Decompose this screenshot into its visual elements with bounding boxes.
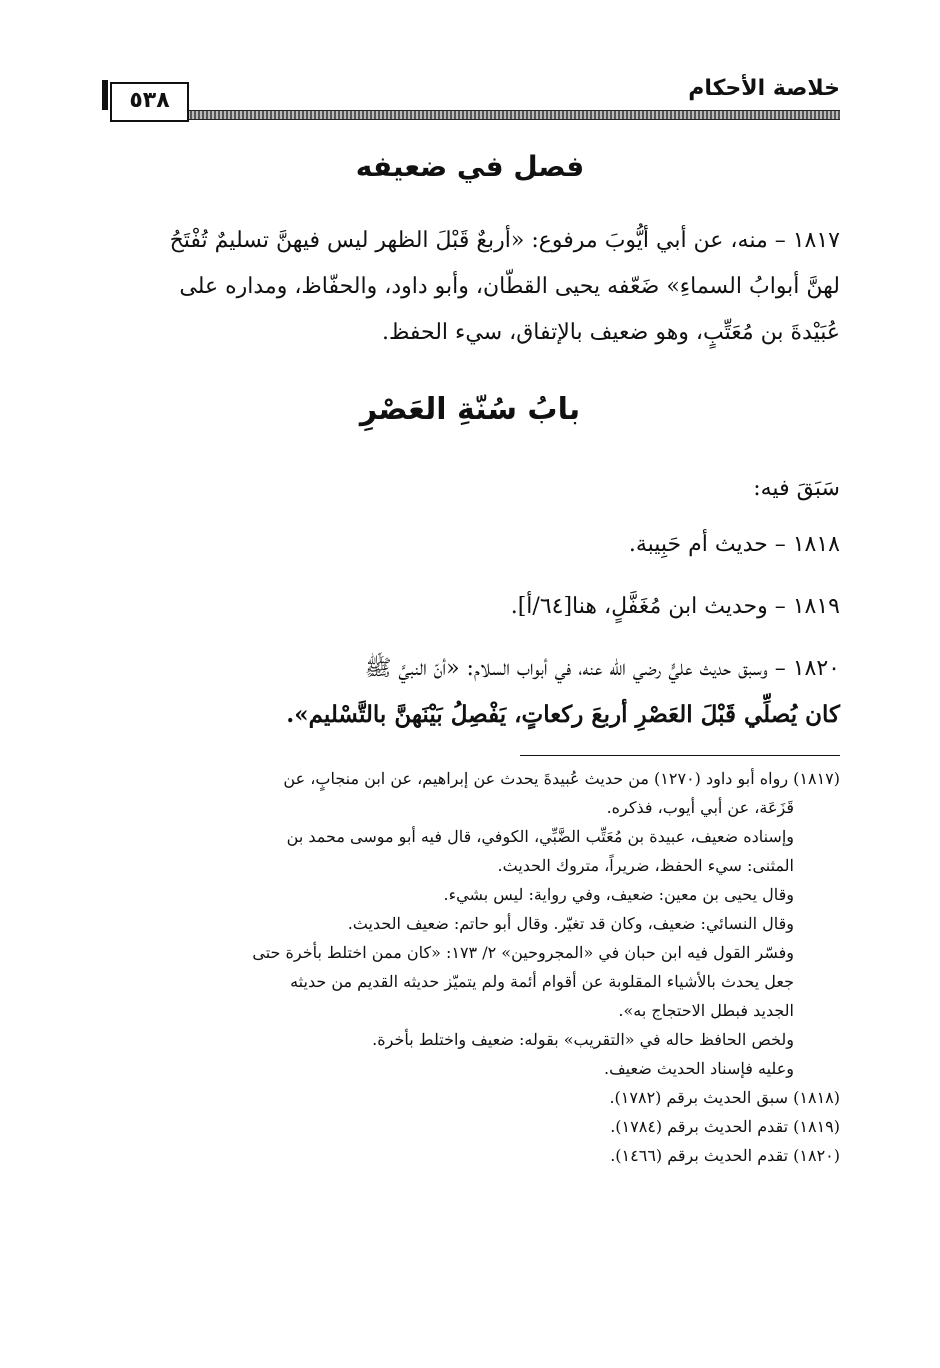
- footnote-line: (١٨١٨) سبق الحديث برقم (١٧٨٢).: [609, 1088, 840, 1107]
- footnote-line: (١٨١٧) رواه أبو داود (١٢٧٠) من حديث عُبيدةَ يحدث عن إبراهيم، عن ابن منجابٍ، عن: [283, 769, 840, 788]
- item-1820-line-1: ١٨٢٠ – وسبق حديث عليٍّ رضي الله عنه، في أبواب السلام: «أنّ النبيَّ ﷺ: [364, 656, 840, 681]
- footnote-line: (١٨١٩) تقدم الحديث برقم (١٧٨٤).: [610, 1117, 840, 1136]
- footnote-line: وإسناده ضعيف، عبيدة بن مُعَتِّب الضَّبِّي، الكوفي، قال فيه أبو موسى محمد بن: [286, 827, 794, 846]
- item-1818: ١٨١٨ – حديث أم حَبِيبة.: [628, 532, 840, 557]
- item-1820: [105, 646, 840, 738]
- header-rule: [110, 110, 840, 120]
- footnote-line: المثنى: سيء الحفظ، ضريراً، متروك الحديث.: [497, 856, 794, 875]
- footnote-line: الجديد فبطل الاحتجاج به».: [618, 1001, 794, 1020]
- hadith-1817-line-2: لهنَّ أبوابُ السماءِ» ضَعّفه يحيى القطّان، وأبو داود، والحفّاظ، ومداره على: [179, 274, 840, 299]
- footnote-line: قَزَعَة، عن أبي أيوب، فذكره.: [606, 798, 794, 817]
- footnote-line: وعليه فإسناد الحديث ضعيف.: [604, 1059, 794, 1078]
- section-title-weak: فصل في ضعيفه: [355, 150, 585, 183]
- page-header: [110, 72, 840, 122]
- footnote-line: وقال النسائي: ضعيف، وكان قد تغيّر. وقال أبو حاتم: ضعيف الحديث.: [347, 914, 794, 933]
- chapter-intro: سَبَقَ فيه:: [753, 476, 840, 501]
- chapter-title-asr-sunnah: بابُ سُنّةِ العَصْرِ: [359, 392, 581, 427]
- hadith-1817-line-1: ١٨١٧ – منه، عن أبي أيُّوبَ مرفوع: «أربعٌ قَبْلَ الظهر ليس فيهنَّ تسليمٌ تُفْتَحُ: [169, 228, 840, 253]
- item-1820-line-2: كان يُصلِّي قَبْلَ العَصْرِ أربعَ ركعاتٍ، يَفْصِلُ بَيْنَهنَّ بالتَّسْليم».: [286, 701, 840, 728]
- footnotes: [100, 764, 840, 1170]
- hadith-1817-paragraph: [105, 218, 840, 356]
- item-1819: ١٨١٩ – وحديث ابن مُغَفَّلٍ، هنا[٦٤/أ].: [510, 594, 840, 619]
- footnote-line: ولخص الحافظ حاله في «التقريب» بقوله: ضعيف واختلط بأخرة.: [372, 1030, 794, 1049]
- hadith-1817-line-3: عُبَيْدةَ بن مُعَتِّبٍ، وهو ضعيف بالإتفاق، سيء الحفظ.: [382, 320, 840, 345]
- footnote-line: جعل يحدث بالأشياء المقلوبة عن أقوام أئمة ولم يتميّز حديثه القديم من حديثه: [290, 972, 794, 991]
- footnote-divider: [520, 755, 840, 756]
- footnote-line: (١٨٢٠) تقدم الحديث برقم (١٤٦٦).: [610, 1146, 840, 1165]
- book-title: خلاصة الأحكام: [688, 76, 840, 101]
- footnote-line: وقال يحيى بن معين: ضعيف، وفي رواية: ليس بشيء.: [443, 885, 794, 904]
- page-number: ٥٣٨: [110, 82, 189, 122]
- footnote-line: وفسّر القول فيه ابن حبان في «المجروحين» ٢/ ١٧٣: «كان ممن اختلط بأخرة حتى: [252, 943, 794, 962]
